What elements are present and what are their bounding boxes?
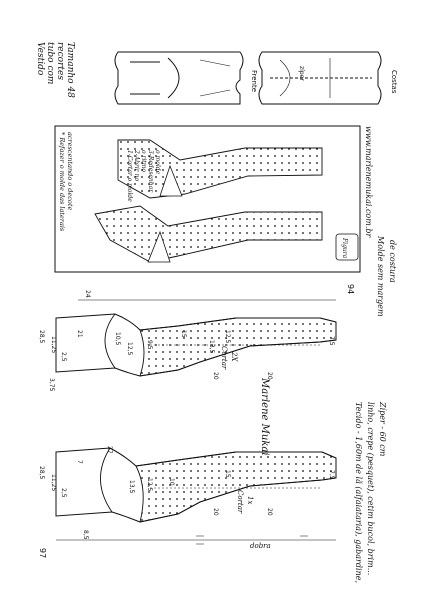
title-line2: tubo com [45,42,55,85]
back-dimension-label: 7,5 [328,336,335,346]
front-cut-qty: 1x [246,496,254,505]
front-dimension-label: 27 [106,446,113,454]
front-dimension-label: 7,5 [328,470,335,480]
instruction-step: 1-Cortar o molde [126,150,133,202]
front-dimension-label: 15 [224,470,231,478]
front-dimension-label: 12,5 [146,478,153,492]
back-side-panel [140,318,336,376]
title-line4: Tamanho 48 [65,42,75,98]
back-cut-qty: 2X [230,352,238,362]
front-dimension-label: 11,25 [50,474,57,492]
no-margin-line1: Molde sem margem [376,236,385,317]
website-url: www.marlenemukai.com.br [364,126,373,238]
front-dimension-label: 13,5 [128,480,135,494]
front-width: 97 [38,548,47,559]
zipper-label: zíper [298,66,305,81]
back-dimension-label: 15 [180,330,187,338]
fabric-line1: Tecido - 1,60m de lã (alfaiataria), gabardine, [354,402,363,583]
front-dimension-label: 20 [212,508,219,516]
front-dimension-label: 10 [168,478,175,486]
front-dimension-label: 20 [266,508,273,516]
note-line1: * Refazer o molde das laterais [58,132,66,232]
back-dimension-label: 20 [266,372,273,380]
front-side-panel [136,452,336,522]
figura-tag: Figura [341,238,348,259]
back-width: 94 [346,284,355,295]
instruction-step: 3-Redesenhar [147,150,154,193]
back-dimension-label: 12,5 [224,330,231,344]
instructions-note [58,132,74,232]
back-pattern [56,300,336,376]
signature: Marlene Mukai [259,378,270,456]
front-dimension-label: 8,5 [82,530,89,540]
side-piece-lower [95,206,322,262]
no-margin-line2: de costura [388,240,397,283]
fold-label: dobra [250,542,271,550]
title-block [35,42,75,98]
back-dimension-label: 21 [76,330,83,338]
back-dimension-label: 11,25 [50,336,57,354]
dress-sketch-front-top [115,52,243,104]
back-dimension-label: 2,5 [60,352,67,362]
front-dimension-label: 7 [76,460,83,464]
dress-sketch-back-top [259,52,381,104]
instruction-step: o molde [154,150,161,175]
back-dimension-label: 13,5 [208,340,215,354]
instruction-step: 2-Abrir no [133,150,140,182]
back-dimension-label: 9,5 [146,340,153,350]
front-dimension-label: 28,5 [38,466,45,480]
back-label: Costas [390,70,398,94]
back-dimension-label: 20 [212,372,219,380]
back-dimension-label: 24 [84,290,91,298]
back-cut-label: Cortar [220,346,228,370]
instruction-step: o ritmo [140,150,147,173]
back-dimension-label: 3,75 [48,378,55,392]
note-line2: acrescentando o decote [66,132,74,211]
back-dimension-label: 10,5 [114,332,121,346]
front-label: Frente [250,70,258,93]
front-cut-label: Cortar [236,490,244,514]
title-line3: recortes [55,42,65,80]
fabric-line2: linho, crepe (pesquet), cetim bucol, brim... [366,402,375,576]
title-line1: Vestido [35,42,45,76]
front-dimension-label: 2,5 [60,488,67,498]
back-dimension-label: 28,5 [38,330,45,344]
front-pattern [56,448,336,544]
back-dimension-label: 12,5 [126,342,133,356]
fabric-line3: Zíper - 60 cm [378,402,387,457]
